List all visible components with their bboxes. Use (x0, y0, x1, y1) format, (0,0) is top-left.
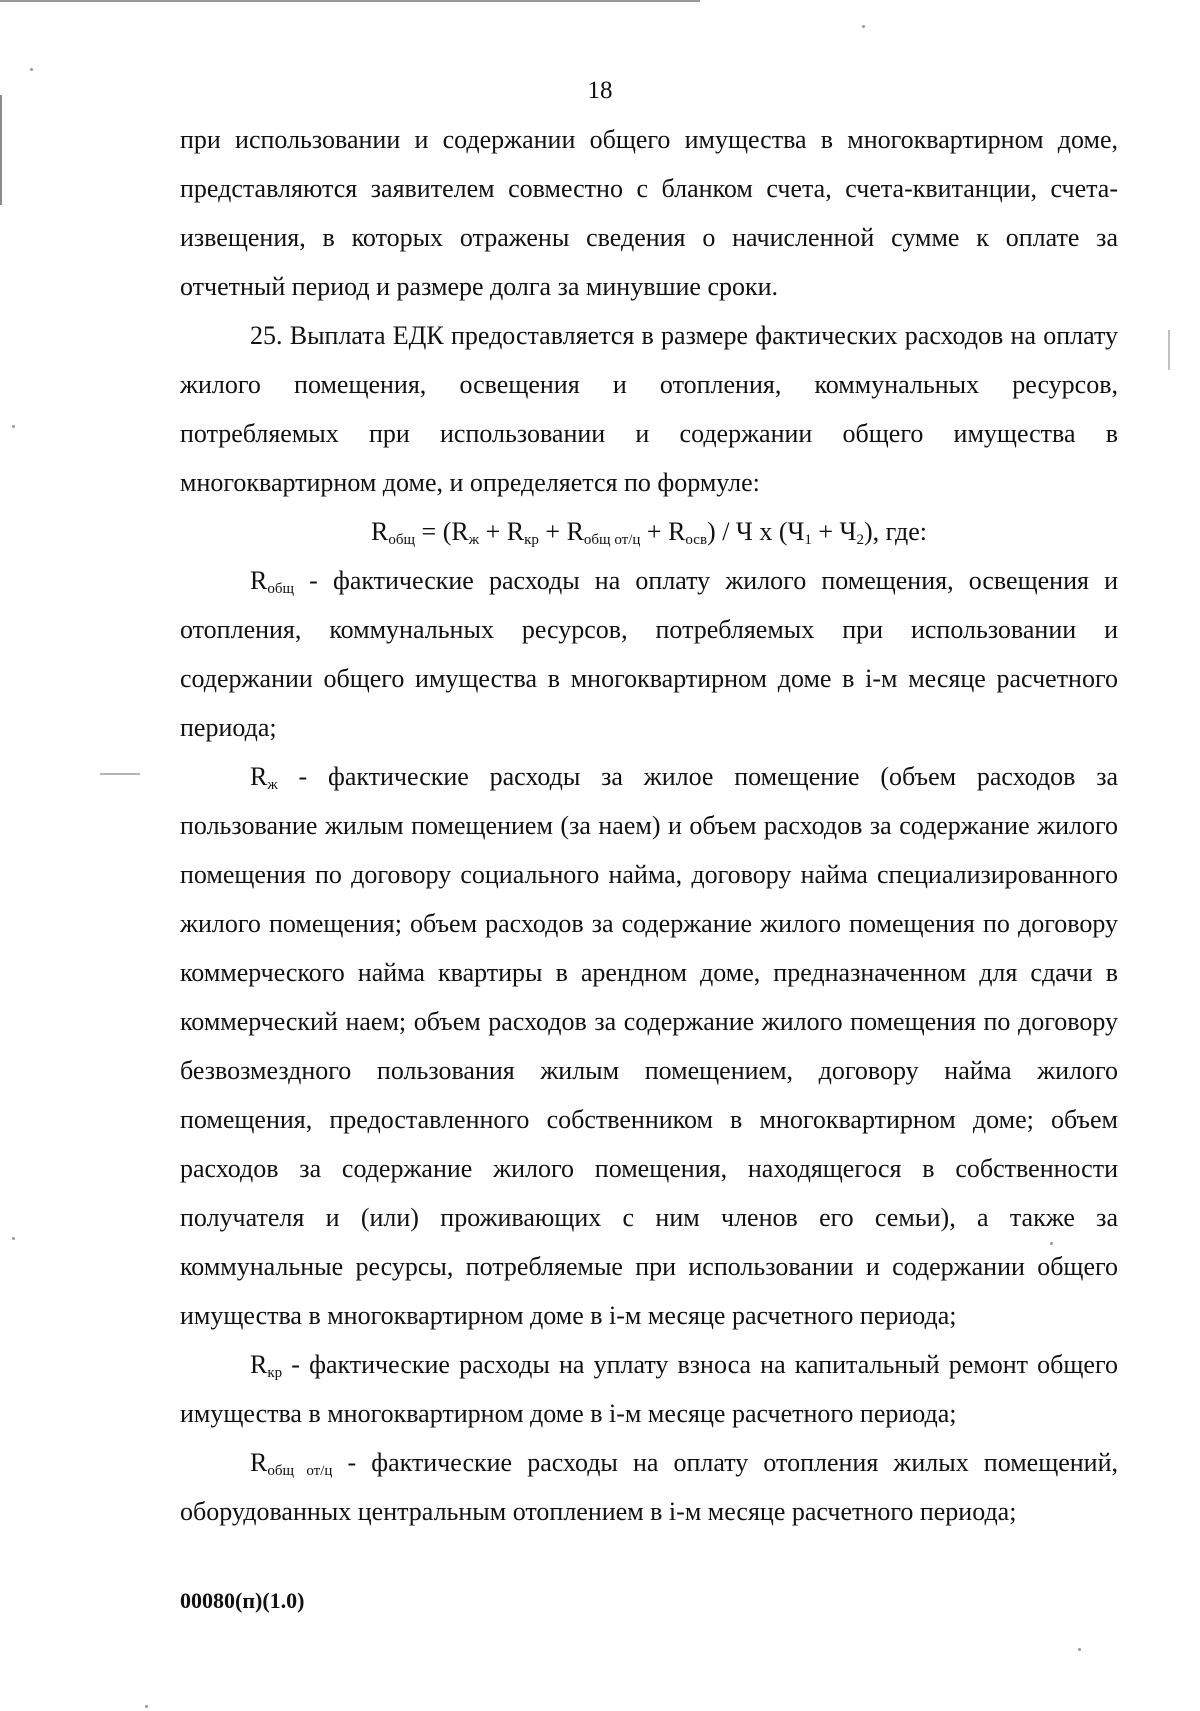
definition-r-kr (180, 1340, 1118, 1438)
definition-subscript: кр (267, 1365, 283, 1381)
definition-text: - фактические расходы на оплату отопления жилых помещений, оборудованных центральным отоплением в i-м месяце расчетного периода; (180, 1448, 1118, 1526)
scan-speck (145, 1705, 148, 1708)
formula (180, 507, 1118, 556)
formula-subscript: 2 (856, 532, 864, 548)
paragraph-25: 25. Выплата ЕДК предоставляется в размере фактических расходов на оплату жилого помещения, освещения и отопления, коммунальных ресурсов, потребляемых при использовании и содержании общего имущества в многоквартирном доме, и определяется по формуле: (180, 321, 1118, 497)
formula-operator: + (479, 517, 507, 546)
definition-text: - фактические расходы за жилое помещение (объем расходов за пользование жилым помещением (за наем) и объем расходов за содержание жилого помещения по договору социального найма, договору найма специализированного жилого помещения; объем расходов за содержание жилого помещения по договору коммерческого найма квартиры в арендном доме, предназначенном для сдачи в коммерческий наем; объем расходов за содержание жилого помещения по договору безвозмездного пользования жилым помещением, договору найма жилого помещения, предоставленного собственником в многоквартирном доме; объем расходов за содержание жилого помещения, находящегося в собственности получателя и (или) проживающих с ним членов его семьи), а также за коммунальные ресурсы, потребляемые при использовании и содержании общего имущества в многоквартирном доме в i-м месяце расчетного периода; (180, 762, 1118, 1330)
formula-subscript: 1 (804, 532, 812, 548)
formula-subscript: кр (524, 532, 539, 548)
formula-symbol: R (451, 517, 469, 546)
scan-speck (100, 773, 140, 775)
scan-edge-line (0, 0, 700, 2)
scan-speck (862, 25, 865, 28)
scan-speck (12, 425, 15, 428)
definition-text: - фактические расходы на оплату жилого помещения, освещения и отопления, коммунальных ресурсов, потребляемых при использовании и содержании общего имущества в многоквартирном доме в i-м месяце расчетного периода; (180, 566, 1118, 742)
definition-subscript: общ (267, 581, 295, 597)
scan-speck (1078, 1648, 1081, 1651)
formula-subscript: общ (388, 532, 416, 548)
formula-operator: + (538, 517, 567, 546)
formula-symbol: R (566, 517, 584, 546)
formula-symbol: R (668, 517, 686, 546)
definition-r-zh (180, 752, 1118, 1340)
scan-speck (12, 1237, 15, 1240)
definition-symbol: R (250, 762, 268, 791)
definition-r-obsh-otc (180, 1438, 1118, 1536)
formula-symbol: R (506, 517, 525, 546)
definition-r-obsh (180, 556, 1118, 752)
definition-text: - фактические расходы на уплату взноса на капитальный ремонт общего имущества в многоквартирном доме в i-м месяце расчетного периода; (180, 1350, 1118, 1428)
paragraph-continuation: при использовании и содержании общего имущества в многоквартирном доме, представляются заявителем совместно с бланком счета, счета-квитанции, счета-извещения, в которых отражены сведения о начисленной сумме к оплате за отчетный период и размере долга за минувшие сроки. (180, 125, 1118, 301)
scan-speck (1050, 1242, 1053, 1245)
formula-subscript: общ от/ц (583, 532, 641, 548)
formula-operator: + Ч (811, 517, 857, 546)
formula-symbol: R (371, 517, 389, 546)
definition-subscript: ж (267, 777, 278, 793)
formula-subscript: осв (685, 532, 708, 548)
formula-operator: ) / Ч x (Ч (707, 517, 805, 546)
formula-subscript: ж (468, 532, 480, 548)
definition-subscript: общ от/ц (267, 1463, 333, 1479)
formula-operator: = ( (415, 517, 452, 546)
scan-speck (1168, 330, 1170, 370)
scan-speck (30, 68, 33, 71)
document-code: 00080(п)(1.0) (180, 1588, 305, 1613)
definition-symbol: R (250, 1350, 268, 1379)
formula-operator: + (640, 517, 669, 546)
document-body (180, 115, 1118, 1536)
page-number: 18 (587, 77, 613, 104)
scan-edge-line (0, 95, 2, 205)
definition-symbol: R (250, 566, 268, 595)
definition-symbol: R (250, 1448, 268, 1477)
formula-operator: ), где: (863, 517, 927, 546)
